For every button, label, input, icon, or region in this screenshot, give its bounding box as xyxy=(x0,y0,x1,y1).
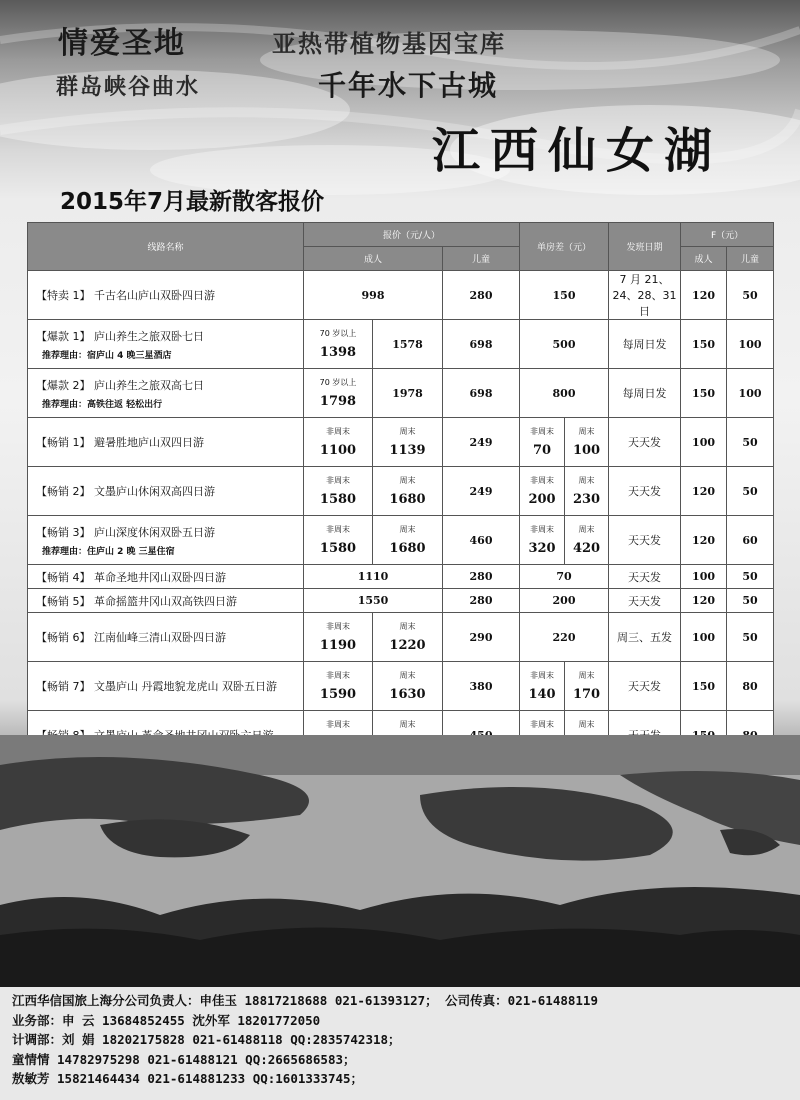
price-label: 70 岁以上 xyxy=(319,378,357,387)
weekend-label: 周末 xyxy=(399,622,416,631)
f-child: 50 xyxy=(727,467,774,516)
weekday-label: 非周末 xyxy=(326,476,350,485)
weekend-label: 周末 xyxy=(399,720,416,729)
f-adult: 100 xyxy=(681,565,727,589)
f-adult: 100 xyxy=(681,418,727,467)
contact-line: 业务部：申 云 13684852455 沈外军 18201772050 xyxy=(12,1012,321,1028)
adult-weekday-cell xyxy=(304,467,373,516)
single-weekend: 170 xyxy=(572,687,601,702)
route-name: 【畅销 1】 避暑胜地庐山双四日游 xyxy=(28,418,304,467)
single-weekday: 320 xyxy=(528,541,556,556)
route-name: 【畅销 3】 庐山深度休闲双卧五日游 xyxy=(36,525,215,539)
child-price: 698 xyxy=(443,320,520,369)
adult-weekend-cell xyxy=(373,467,443,516)
weekday-label: 非周末 xyxy=(326,720,350,729)
child-price: 249 xyxy=(443,467,520,516)
adult-price-weekend: 1139 xyxy=(389,443,426,458)
adult-price-weekend: 1630 xyxy=(389,687,426,702)
adult-price-senior: 1398 xyxy=(319,345,357,360)
single-weekday: 140 xyxy=(528,687,556,702)
single-weekday-cell xyxy=(520,662,565,711)
single-supplement: 800 xyxy=(520,369,609,418)
f-adult: 120 xyxy=(681,589,727,613)
weekend-label: 周末 xyxy=(578,525,595,534)
contact-line: 童情情 14782975298 021-61488121 QQ:2665686583； xyxy=(12,1051,356,1067)
route-name: 【畅销 4】 革命圣地井冈山双卧四日游 xyxy=(28,565,304,589)
weekday-label: 非周末 xyxy=(530,427,555,436)
adult-weekday-cell xyxy=(304,418,373,467)
weekday-label: 非周末 xyxy=(326,427,350,436)
single-weekend: 230 xyxy=(572,492,601,507)
f-child: 50 xyxy=(727,589,774,613)
adult-price-senior: 1798 xyxy=(319,394,357,409)
child-price: 280 xyxy=(443,271,520,320)
table-row xyxy=(28,369,774,418)
weekend-label: 周末 xyxy=(399,671,416,680)
route-cell xyxy=(28,320,304,369)
weekend-label: 周末 xyxy=(399,525,416,534)
weekday-label: 非周末 xyxy=(530,525,555,534)
departure-dates: 天天发 xyxy=(609,467,681,516)
child-price: 380 xyxy=(443,662,520,711)
contact-line: 敖敏芳 15821464434 021-614881233 QQ:1601333745； xyxy=(12,1071,364,1086)
f-adult: 150 xyxy=(681,320,727,369)
child-price: 280 xyxy=(443,589,520,613)
adult-senior-cell xyxy=(304,320,373,369)
adult-price-weekday: 1100 xyxy=(319,443,357,458)
adult-price-weekend: 1680 xyxy=(389,541,426,556)
departure-dates: 天天发 xyxy=(609,662,681,711)
contact-line: 计调部：刘 娟 18202175828 021-61488118 QQ:2835742318； xyxy=(12,1032,401,1047)
departure-dates: 天天发 xyxy=(609,418,681,467)
weekday-label: 非周末 xyxy=(530,720,555,729)
single-weekday-cell xyxy=(520,418,565,467)
adult-weekday-cell xyxy=(304,613,373,662)
header-row xyxy=(28,223,774,247)
price-label: 70 岁以上 xyxy=(319,329,357,338)
departure-dates: 每周日发 xyxy=(609,369,681,418)
weekend-label: 周末 xyxy=(399,476,416,485)
f-child: 60 xyxy=(727,516,774,565)
adult-weekend-cell xyxy=(373,418,443,467)
f-child: 50 xyxy=(727,565,774,589)
adult-price: 998 xyxy=(304,271,443,320)
col-price: 报价（元/人） xyxy=(304,223,520,247)
route-name: 【畅销 5】 革命摇篮井冈山双高铁四日游 xyxy=(28,589,304,613)
child-price: 460 xyxy=(443,516,520,565)
table-row xyxy=(28,589,774,613)
single-weekend-cell xyxy=(565,662,609,711)
col-adult: 成人 xyxy=(304,247,443,271)
single-weekday-cell xyxy=(520,516,565,565)
col-single: 单房差（元） xyxy=(520,223,609,271)
f-adult: 120 xyxy=(681,516,727,565)
slogan-islands-canyon: 群岛峡谷曲水 xyxy=(56,74,201,100)
adult-price-weekday: 1580 xyxy=(319,492,357,507)
child-price: 249 xyxy=(443,418,520,467)
adult-price: 1578 xyxy=(373,320,443,369)
departure-dates: 天天发 xyxy=(609,565,681,589)
single-weekend: 420 xyxy=(572,541,601,556)
contact-line: 江西华信国旅上海分公司负责人：申佳玉 18817218688 021-61393127； 公司传真：021-61488119 xyxy=(12,993,598,1008)
adult-price-weekend: 1680 xyxy=(389,492,426,507)
price-table xyxy=(27,222,774,760)
f-adult: 120 xyxy=(681,271,727,320)
col-f-adult: 成人 xyxy=(681,247,727,271)
single-weekday: 200 xyxy=(528,492,556,507)
route-cell xyxy=(28,369,304,418)
child-price: 698 xyxy=(443,369,520,418)
adult-price: 1110 xyxy=(304,565,443,589)
departure-dates: 天天发 xyxy=(609,589,681,613)
route-name: 【爆款 2】 庐山养生之旅双高七日 xyxy=(36,378,204,392)
price-heading: 2015年7月最新散客报价 xyxy=(60,189,325,215)
single-weekday: 70 xyxy=(532,443,552,458)
departure-dates: 天天发 xyxy=(609,516,681,565)
route-name: 【畅销 7】 文墨庐山 丹霞地貌龙虎山 双卧五日游 xyxy=(28,662,304,711)
table-row xyxy=(28,467,774,516)
table-row xyxy=(28,271,774,320)
f-adult: 150 xyxy=(681,662,727,711)
f-adult: 100 xyxy=(681,613,727,662)
weekend-label: 周末 xyxy=(578,671,595,680)
slogan-love-land: 情爱圣地 xyxy=(58,26,186,61)
adult-weekend-cell xyxy=(373,613,443,662)
table-row xyxy=(28,418,774,467)
route-name: 【爆款 1】 庐山养生之旅双卧七日 xyxy=(36,329,204,343)
adult-price-weekday: 1190 xyxy=(319,638,357,653)
departure-dates: 每周日发 xyxy=(609,320,681,369)
weekday-label: 非周末 xyxy=(326,671,350,680)
single-weekend-cell xyxy=(565,467,609,516)
weekend-label: 周末 xyxy=(578,720,595,729)
route-cell xyxy=(28,516,304,565)
contact-footer xyxy=(0,987,800,1100)
route-name: 【畅销 2】 文墨庐山休闲双高四日游 xyxy=(28,467,304,516)
adult-senior-cell xyxy=(304,369,373,418)
child-price: 290 xyxy=(443,613,520,662)
col-child: 儿童 xyxy=(443,247,520,271)
single-weekday-cell xyxy=(520,467,565,516)
adult-price: 1978 xyxy=(373,369,443,418)
weekday-label: 非周末 xyxy=(326,622,350,631)
adult-price-weekend: 1220 xyxy=(389,638,426,653)
col-route: 线路名称 xyxy=(28,223,304,271)
single-supplement: 150 xyxy=(520,271,609,320)
adult-weekday-cell xyxy=(304,662,373,711)
route-name: 【畅销 6】 江南仙峰三清山双卧四日游 xyxy=(28,613,304,662)
col-dates: 发班日期 xyxy=(609,223,681,271)
table-row xyxy=(28,662,774,711)
f-child: 50 xyxy=(727,613,774,662)
route-name: 【特卖 1】 千古名山庐山双卧四日游 xyxy=(28,271,304,320)
recommend-reason: 推荐理由：宿庐山 4 晚三星酒店 xyxy=(42,350,172,361)
weekend-label: 周末 xyxy=(399,427,416,436)
f-child: 50 xyxy=(727,418,774,467)
adult-weekend-cell xyxy=(373,516,443,565)
f-child: 50 xyxy=(727,271,774,320)
weekend-label: 周末 xyxy=(578,476,595,485)
single-weekend-cell xyxy=(565,516,609,565)
single-supplement: 220 xyxy=(520,613,609,662)
adult-weekend-cell xyxy=(373,662,443,711)
table-row xyxy=(28,613,774,662)
single-weekend: 100 xyxy=(572,443,601,458)
col-f-child: 儿童 xyxy=(727,247,774,271)
weekday-label: 非周末 xyxy=(530,476,555,485)
f-adult: 120 xyxy=(681,467,727,516)
weekday-label: 非周末 xyxy=(326,525,350,534)
table-row xyxy=(28,516,774,565)
adult-price-weekday: 1580 xyxy=(319,541,357,556)
adult-weekday-cell xyxy=(304,516,373,565)
lake-landscape-image xyxy=(0,735,800,987)
adult-price-weekday: 1590 xyxy=(319,687,357,702)
table-row xyxy=(28,320,774,369)
f-adult: 150 xyxy=(681,369,727,418)
col-f: F（元） xyxy=(681,223,774,247)
main-title: 江西仙女湖 xyxy=(432,123,723,179)
recommend-reason: 推荐理由：住庐山 2 晚 三星住宿 xyxy=(42,546,175,557)
single-supplement: 200 xyxy=(520,589,609,613)
departure-dates: 周三、五发 xyxy=(609,613,681,662)
weekday-label: 非周末 xyxy=(530,671,555,680)
recommend-reason: 推荐理由：高铁往返 轻松出行 xyxy=(42,399,163,410)
f-child: 80 xyxy=(727,662,774,711)
child-price: 280 xyxy=(443,565,520,589)
slogan-plant-gene-bank: 亚热带植物基因宝库 xyxy=(272,29,506,58)
single-weekend-cell xyxy=(565,418,609,467)
adult-price: 1550 xyxy=(304,589,443,613)
single-supplement: 500 xyxy=(520,320,609,369)
slogan-ancient-city: 千年水下古城 xyxy=(318,69,499,102)
departure-dates: 7 月 21、24、28、31 日 xyxy=(609,271,681,320)
f-child: 100 xyxy=(727,369,774,418)
table-row xyxy=(28,565,774,589)
weekend-label: 周末 xyxy=(578,427,595,436)
single-supplement: 70 xyxy=(520,565,609,589)
f-child: 100 xyxy=(727,320,774,369)
